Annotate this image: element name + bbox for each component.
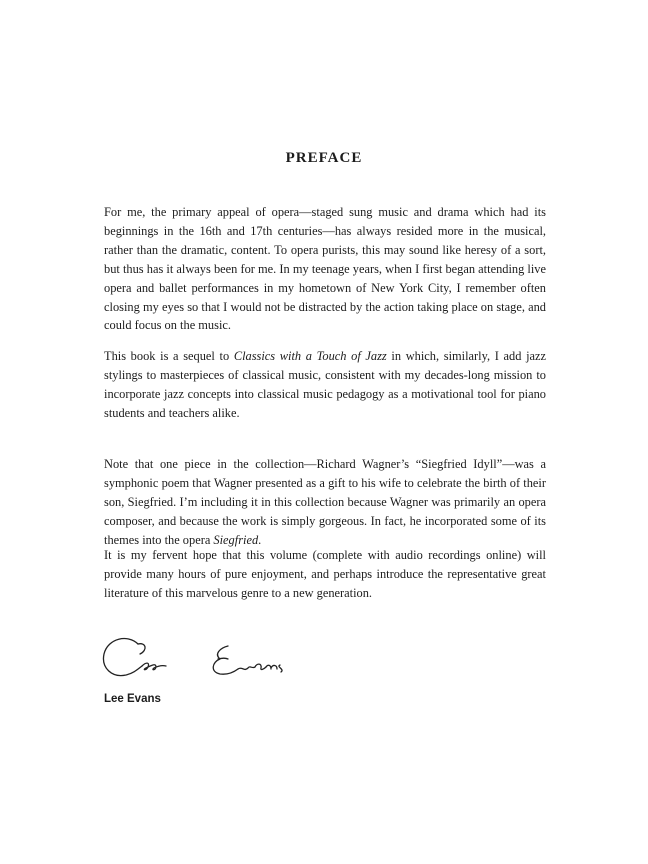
text-run: Note that one piece in the collection—Richard Wagner’s “Siegfried Idyll”—was a symphonic poem that Wagner presented as a gift to his wife to celebrate the birth of their son, Siegfried. I’m including it in this collection because Wagner was primarily an opera composer, and because the work is simply gorgeous. In fact, he incorporated some of its themes into the opera xyxy=(104,457,546,547)
text-run: This book is a sequel to xyxy=(104,349,234,363)
text-run: . xyxy=(258,532,262,547)
opera-title-italic: Siegfried xyxy=(213,532,259,547)
paragraph-fervent-hope xyxy=(104,546,546,603)
paragraph-text: It is my fervent hope that this volume (complete with audio recordings online) will provide many hours of pure enjoyment, and perhaps introduce the representative great literature of this marvelous genre to a new generation. xyxy=(104,548,546,600)
handwritten-signature xyxy=(100,632,295,684)
paragraph-opera-appeal xyxy=(104,203,546,335)
signer-name: Lee Evans xyxy=(104,693,161,705)
paragraph-text: For me, the primary appeal of opera—staged sung music and drama which had its beginnings in the 16th and 17th centuries—has always resided more in the musical, rather than the dramatic, content. To opera purists, this may sound like heresy of a sort, but thus has it always been for me. In my teenage years, when I first began attending live opera and ballet performances in my hometown of New York City, I remember often closing my eyes so that I would not be distracted by the action taking place on stage, and could focus on the music. xyxy=(104,205,546,333)
paragraph-text xyxy=(104,455,546,550)
text-run: in which, similarly, I add jazz stylings to masterpieces of classical music, consistent with my decades-long mission to incorporate jazz concepts into classical music pedagogy as a motivational tool for piano students and teachers alike. xyxy=(104,349,547,420)
book-title-italic: Classics with a Touch of Jazz xyxy=(233,349,387,363)
paragraph-sequel xyxy=(104,347,546,423)
paragraph-siegfried-idyll xyxy=(104,455,546,550)
paragraph-text xyxy=(104,347,546,423)
page-title: PREFACE xyxy=(285,150,363,166)
